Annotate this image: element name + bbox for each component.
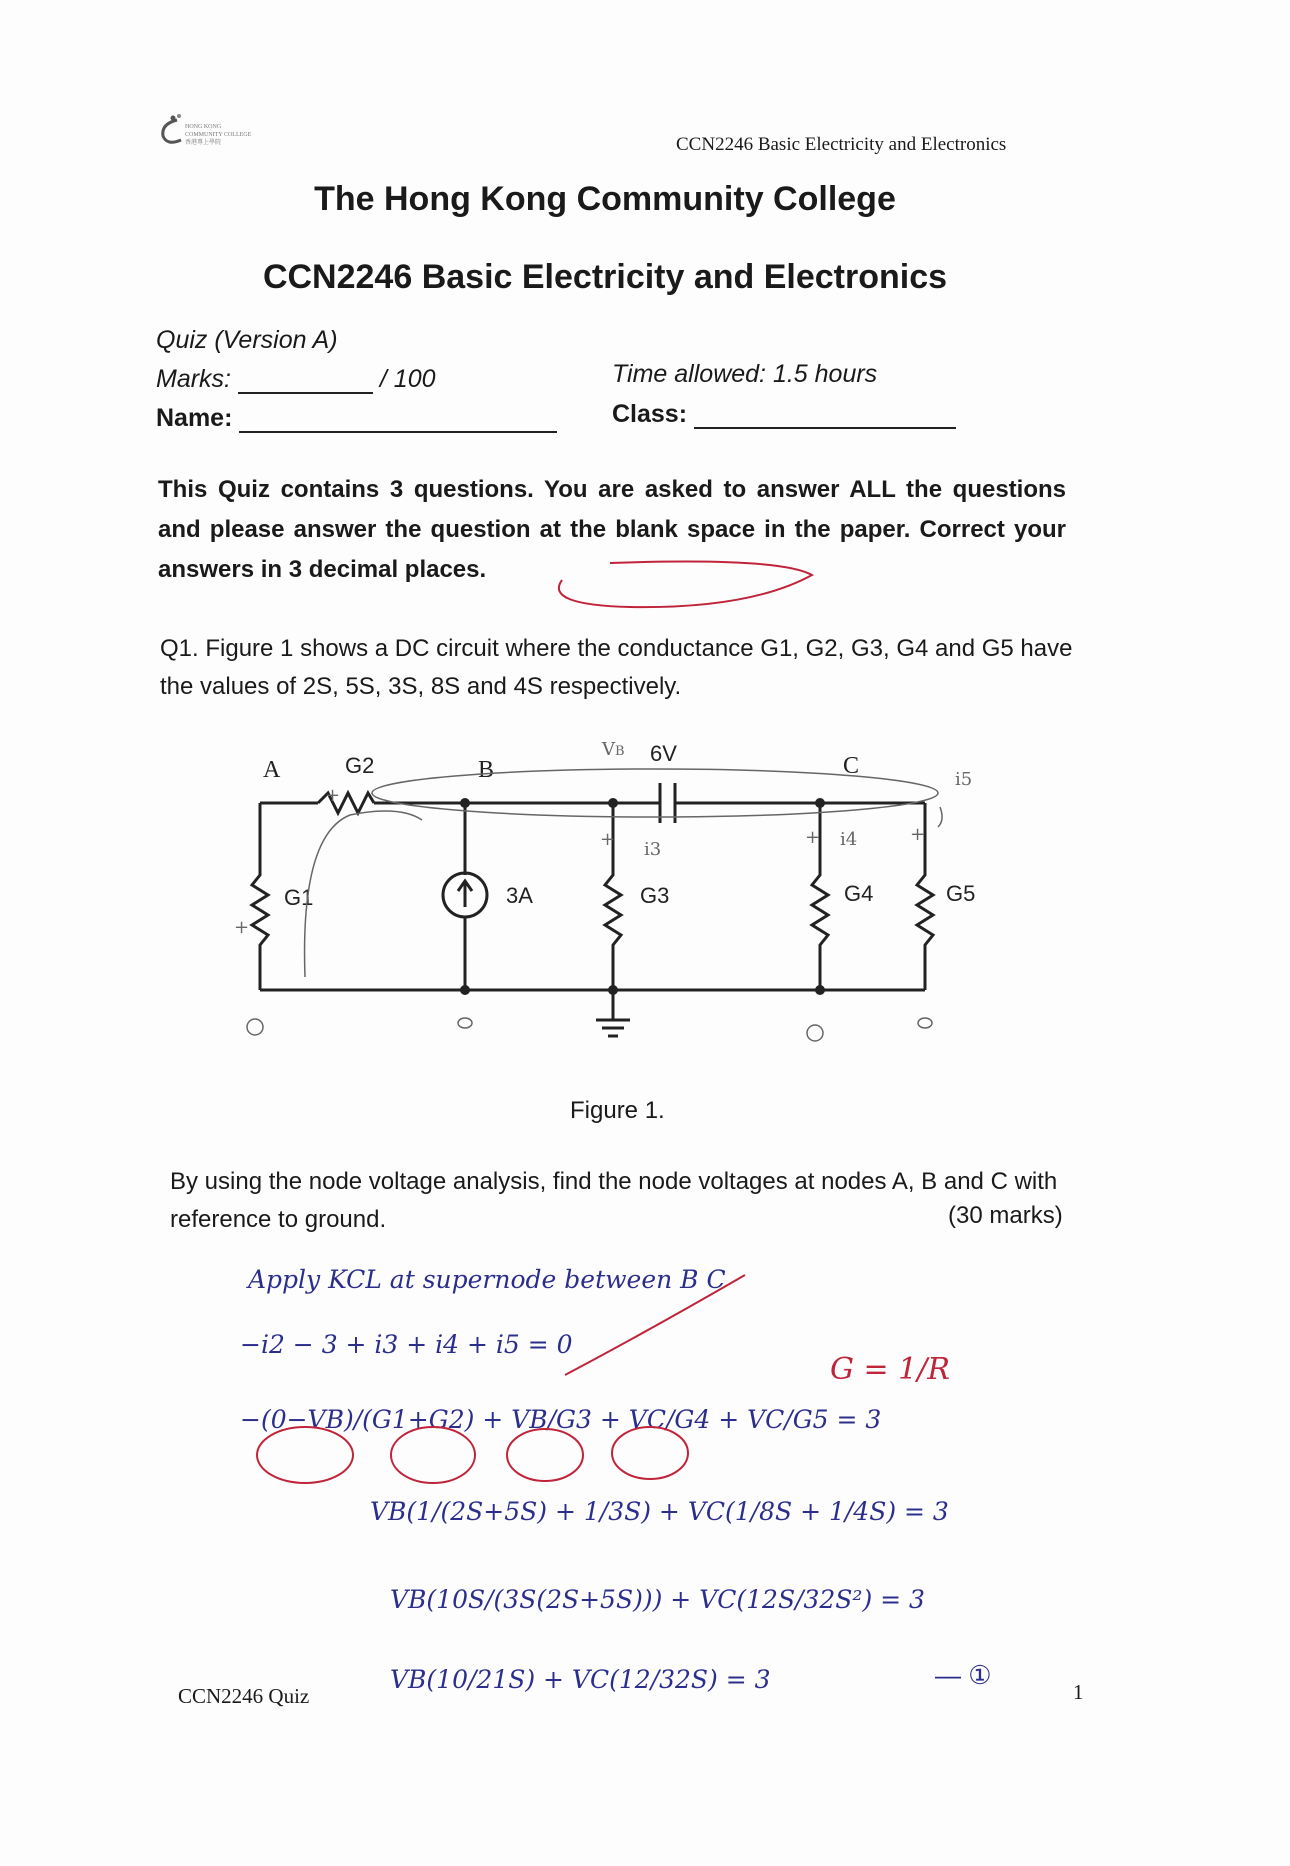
svg-text:+: +: [910, 824, 926, 845]
course-title: CCN2246 Basic Electricity and Electronics: [262, 258, 948, 296]
svg-text:COMMUNITY COLLEGE: COMMUNITY COLLEGE: [185, 132, 252, 138]
svg-text:i5: i5: [955, 769, 973, 790]
class-row: [612, 400, 956, 429]
svg-text:+: +: [325, 785, 341, 806]
college-title: The Hong Kong Community College: [314, 180, 896, 218]
g2-label: G2: [345, 753, 375, 778]
red-circle-annotations: [255, 1420, 695, 1490]
circled-decimal-annotation: [550, 545, 825, 615]
marks-row: [156, 365, 436, 394]
question-1-text: Q1. Figure 1 shows a DC circuit where the conductance G1, G2, G3, G4 and G5 have the values of 2S, 5S, 3S, 8S and 4S respectively.: [160, 635, 1073, 700]
g4-label: G4: [844, 881, 874, 906]
question-1-task: By using the node voltage analysis, find the node voltages at nodes A, B and C with reference to ground.: [170, 1168, 1058, 1233]
svg-text:HONG KONG: HONG KONG: [185, 124, 222, 130]
red-strike-annotation: [560, 1270, 760, 1380]
svg-text:+: +: [600, 829, 616, 850]
handwriting-line-3: −(0−VB)/(G1+G2) + VB/G3 + VC/G4 + VC/G5 = 3: [240, 1405, 882, 1434]
svg-text:i4: i4: [840, 829, 858, 850]
instructions: This Quiz contains 3 questions. You are asked to answer ALL the questions and please answer the question at the blank space in the paper. Correct your answers in 3 decimal places.: [158, 476, 1066, 583]
g1-label: G1: [284, 885, 314, 910]
svg-text:+: +: [805, 827, 821, 848]
question-1-marks: (30 marks): [948, 1202, 1063, 1229]
handwriting-line-5: VB(10S/(3S(2S+5S))) + VC(12S/32S²) = 3: [390, 1585, 925, 1614]
handwriting-line-2: −i2 − 3 + i3 + i4 + i5 = 0: [240, 1330, 573, 1359]
handwriting-line-6: VB(10/21S) + VC(12/32S) = 3: [390, 1665, 771, 1694]
svg-text:VB: VB: [602, 739, 625, 760]
svg-text:i3: i3: [644, 839, 662, 860]
logo-emblem-icon: [155, 110, 265, 150]
handwriting-line-4: VB(1/(2S+5S) + 1/3S) + VC(1/8S + 1/4S) = 3: [370, 1497, 949, 1526]
class-field[interactable]: [694, 427, 956, 429]
node-a-label: A: [263, 757, 281, 783]
g5-label: G5: [946, 881, 976, 906]
page-number: 1: [1073, 1680, 1084, 1704]
source-6v-label: 6V: [650, 741, 677, 766]
time-allowed: Time allowed: 1.5 hours: [612, 360, 878, 388]
handwriting-formula: G = 1/R: [830, 1352, 950, 1387]
name-field[interactable]: [239, 431, 557, 433]
figure-caption: Figure 1.: [570, 1097, 665, 1124]
college-logo: [155, 110, 265, 150]
source-3a-label: 3A: [506, 883, 533, 908]
marks-total: / 100: [379, 365, 436, 393]
handwriting-line-1: Apply KCL at supernode between B C: [248, 1265, 726, 1294]
g3-label: G3: [640, 883, 670, 908]
header-course-code: CCN2246 Basic Electricity and Electronics: [676, 134, 1007, 155]
marks-label: Marks:: [156, 365, 231, 393]
marks-field[interactable]: [238, 392, 373, 394]
footer-quiz-label: CCN2246 Quiz: [178, 1684, 310, 1708]
svg-text:+: +: [234, 917, 250, 938]
quiz-version: Quiz (Version A): [156, 326, 338, 354]
handwriting-eq-number: — ①: [935, 1660, 992, 1690]
name-label: Name:: [156, 404, 233, 432]
node-c-label: C: [843, 753, 860, 779]
name-row: [156, 404, 557, 433]
class-label: Class:: [612, 400, 688, 428]
svg-text:香港專上學院: 香港專上學院: [185, 140, 222, 146]
node-b-label: B: [478, 757, 495, 783]
circuit-figure: [200, 715, 1000, 1075]
